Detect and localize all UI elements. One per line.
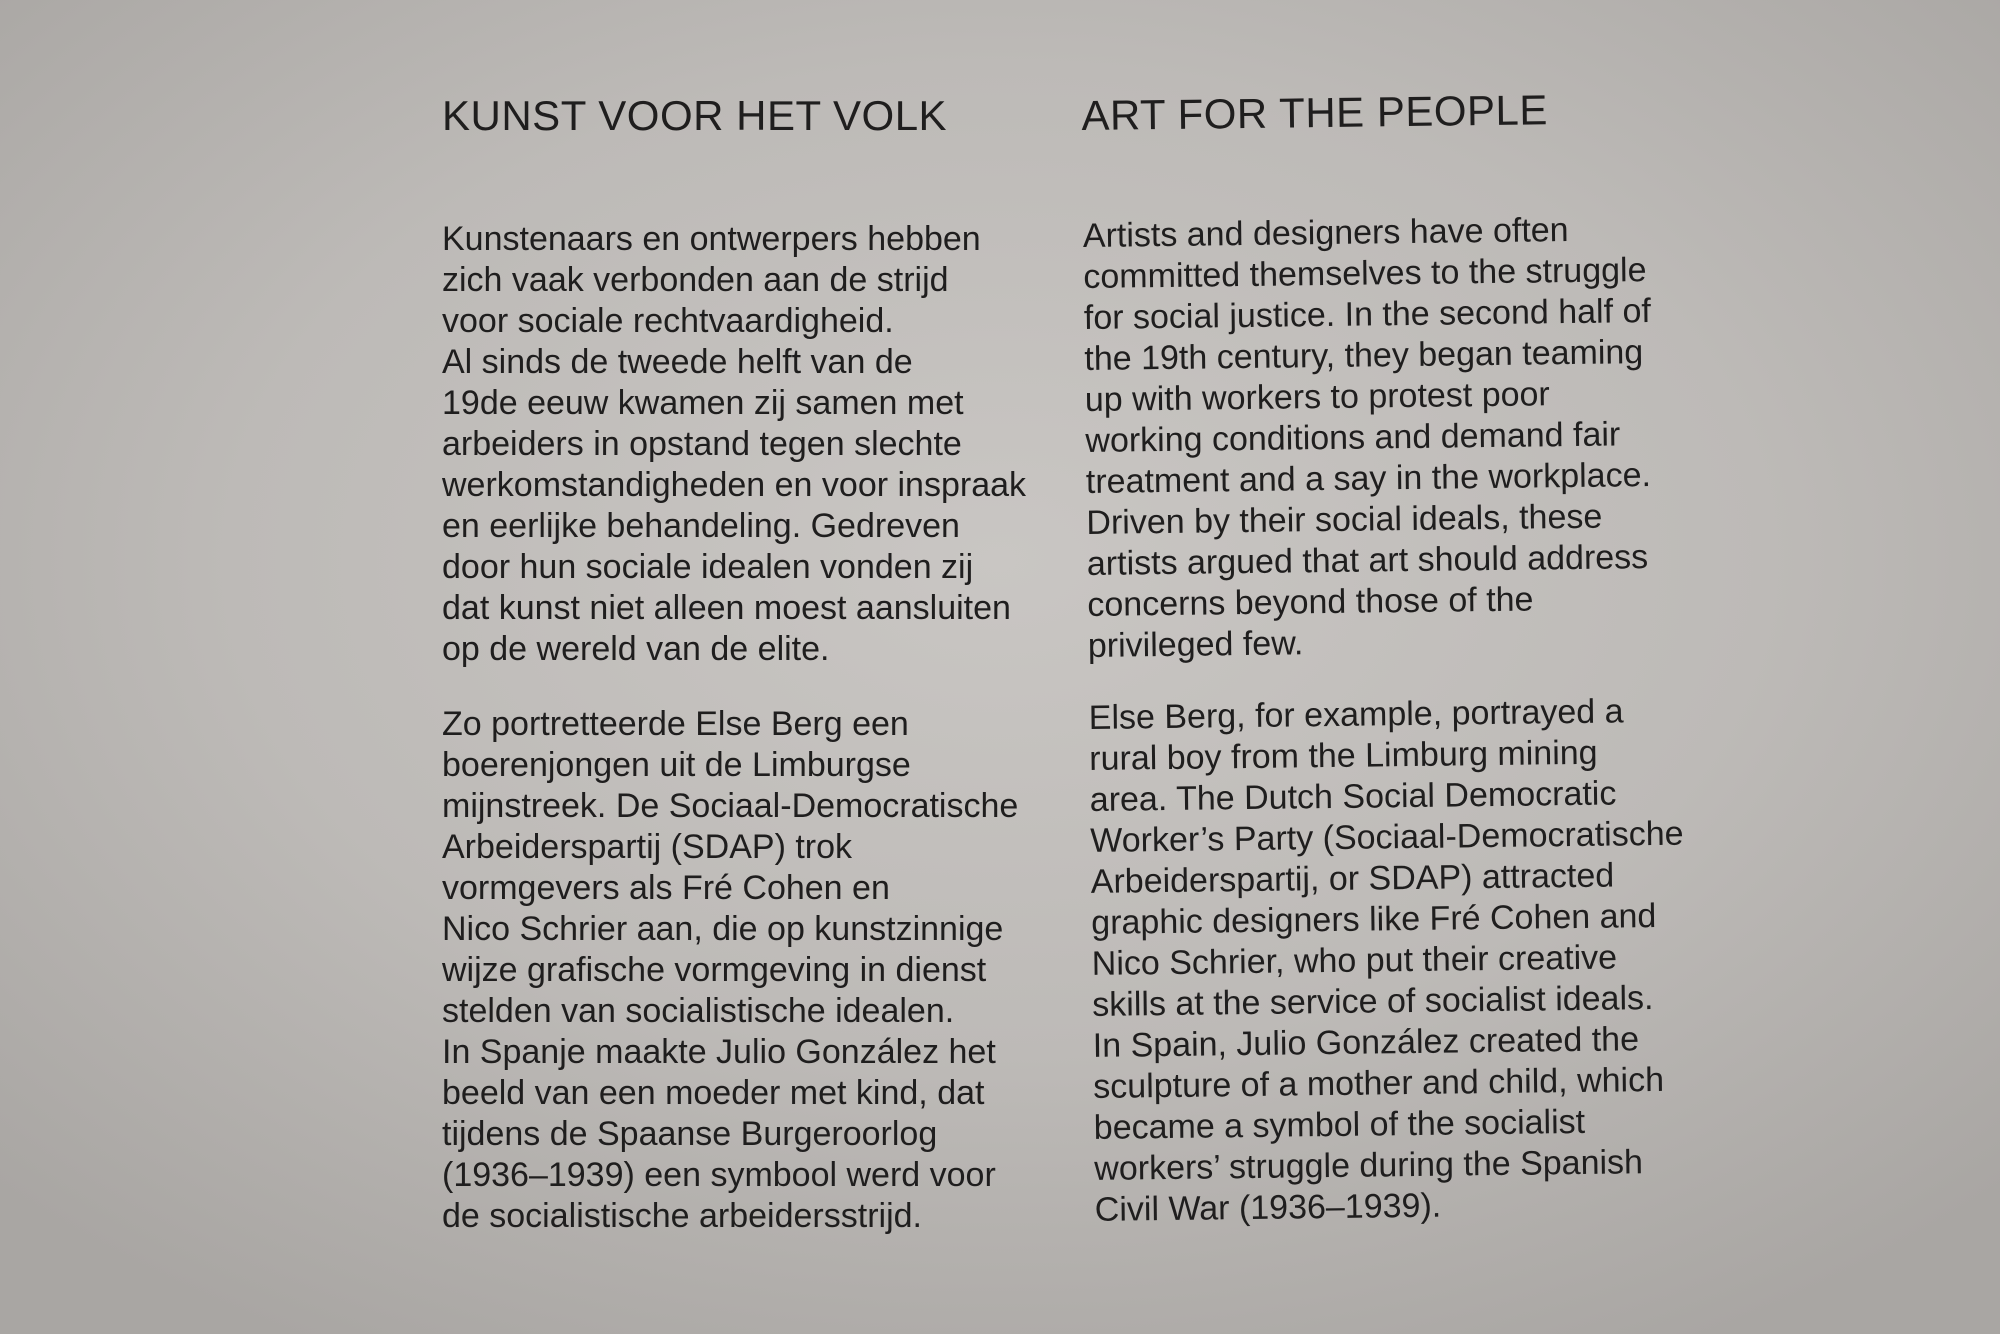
- text-line: Arbeiderspartij (SDAP) trok: [442, 828, 853, 866]
- text-line: Artists and designers have often: [1082, 211, 1569, 255]
- text-line: concerns beyond those of the: [1087, 580, 1534, 624]
- text-line: rural boy from the Limburg mining: [1089, 733, 1598, 778]
- text-line: en eerlijke behandeling. Gedreven: [442, 507, 960, 545]
- dutch-paragraph-1: [442, 219, 1026, 670]
- text-line: became a symbol of the socialist: [1093, 1102, 1586, 1147]
- text-line: Al sinds de tweede helft van de: [442, 343, 913, 381]
- text-line: Worker’s Party (Sociaal-Democratische: [1090, 814, 1684, 860]
- text-line: mijnstreek. De Sociaal-Democratische: [442, 787, 1019, 825]
- text-line: (1936–1939) een symbool werd voor: [442, 1156, 996, 1194]
- text-line: working conditions and demand fair: [1085, 415, 1621, 460]
- text-line: up with workers to protest poor: [1084, 375, 1550, 419]
- text-line: vormgevers als Fré Cohen en: [442, 869, 890, 907]
- text-line: workers’ struggle during the Spanish: [1094, 1143, 1644, 1188]
- text-line: door hun sociale idealen vonden zij: [442, 548, 974, 586]
- text-line: Driven by their social ideals, these: [1086, 497, 1603, 542]
- text-line: op de wereld van de elite.: [442, 630, 830, 668]
- text-line: for social justice. In the second half of: [1083, 292, 1652, 337]
- dutch-title: KUNST VOOR HET VOLK: [442, 92, 948, 139]
- text-line: boerenjongen uit de Limburgse: [442, 746, 911, 784]
- text-line: In Spanje maakte Julio González het: [442, 1033, 996, 1071]
- text-line: committed themselves to the struggle: [1083, 251, 1647, 296]
- text-line: area. The Dutch Social Democratic: [1089, 774, 1617, 819]
- text-line: de socialistische arbeidersstrijd.: [442, 1197, 922, 1235]
- text-line: 19de eeuw kwamen zij samen met: [442, 384, 964, 422]
- english-paragraph-1: [1083, 209, 1655, 667]
- text-line: dat kunst niet alleen moest aansluiten: [442, 589, 1011, 627]
- dutch-paragraph-2: [442, 704, 1018, 1237]
- text-line: In Spain, Julio González created the: [1092, 1020, 1640, 1065]
- text-line: stelden van socialistische idealen.: [442, 992, 955, 1030]
- text-line: Kunstenaars en ontwerpers hebben: [442, 220, 981, 258]
- text-line: sculpture of a mother and child, which: [1093, 1060, 1665, 1106]
- text-line: arbeiders in opstand tegen slechte: [442, 425, 962, 463]
- text-line: voor sociale rechtvaardigheid.: [442, 302, 894, 340]
- english-title: ART FOR THE PEOPLE: [1081, 86, 1549, 139]
- text-line: artists argued that art should address: [1086, 538, 1649, 583]
- english-paragraph-2: [1089, 691, 1689, 1231]
- text-line: skills at the service of socialist ideals.: [1092, 979, 1654, 1024]
- text-line: privileged few.: [1087, 624, 1304, 665]
- text-line: wijze grafische vormgeving in dienst: [442, 951, 987, 989]
- text-line: werkomstandigheden en voor inspraak: [442, 466, 1027, 504]
- text-line: Nico Schrier, who put their creative: [1091, 938, 1618, 983]
- text-line: zich vaak verbonden aan de strijd: [442, 261, 949, 299]
- text-line: beeld van een moeder met kind, dat: [442, 1074, 985, 1112]
- text-line: Else Berg, for example, portrayed a: [1088, 692, 1624, 737]
- text-line: Nico Schrier aan, die op kunstzinnige: [442, 910, 1004, 948]
- text-line: tijdens de Spaanse Burgeroorlog: [442, 1115, 938, 1153]
- text-line: the 19th century, they began teaming: [1084, 333, 1644, 378]
- text-line: Zo portretteerde Else Berg een: [442, 705, 909, 743]
- text-line: Civil War (1936–1939).: [1094, 1186, 1442, 1229]
- text-line: Arbeiderspartij, or SDAP) attracted: [1090, 856, 1615, 901]
- text-line: treatment and a say in the workplace.: [1085, 456, 1652, 501]
- text-line: graphic designers like Fré Cohen and: [1091, 897, 1657, 942]
